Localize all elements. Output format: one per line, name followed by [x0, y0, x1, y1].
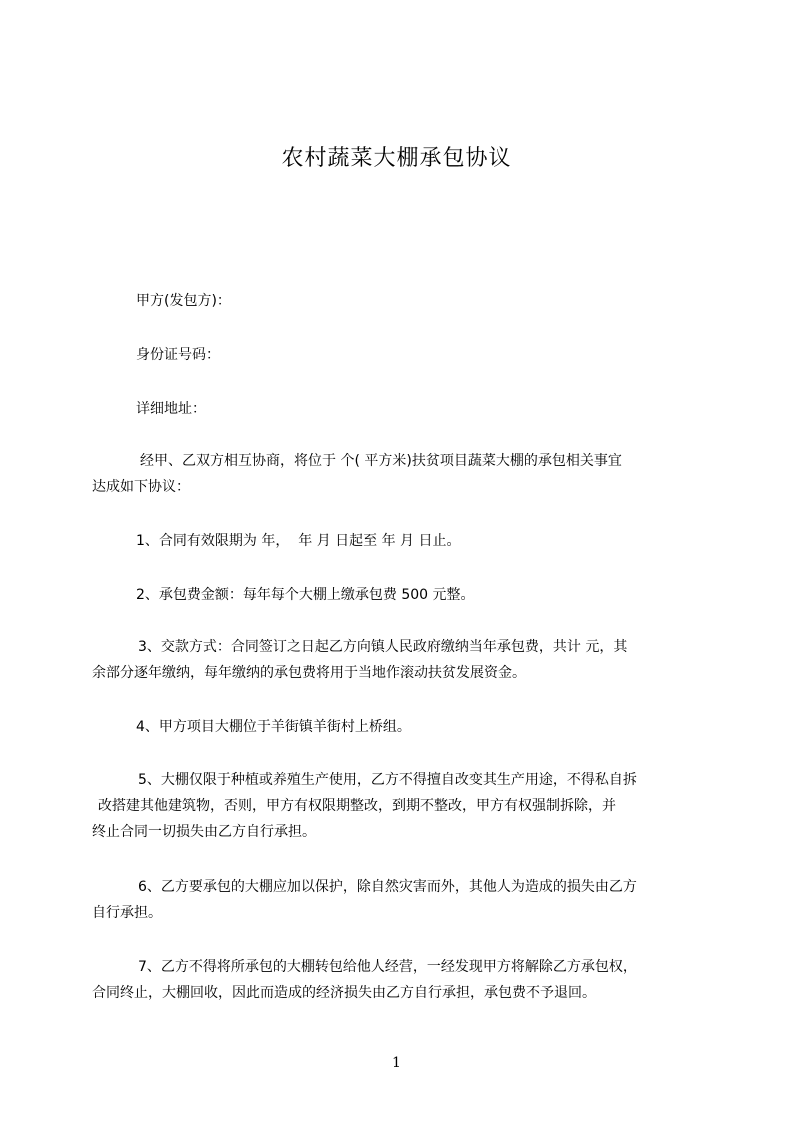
address-label: 详细地址： [136, 401, 206, 417]
id-number-line [92, 342, 706, 368]
clause-4-text: 4、甲方项目大棚位于羊街镇羊街村上桥组。 [136, 719, 411, 735]
party-a-line [92, 288, 706, 314]
clause-7 [92, 954, 706, 1006]
intro-line-2: 达成如下协议： [92, 479, 190, 495]
intro-line-1: 经甲、乙双方相互协商，将位于 个( 平方米)扶贫项目蔬菜大棚的承包相关事宜 [140, 453, 622, 469]
clause-6 [92, 874, 706, 926]
clause-5-line-3: 终止合同一切损失由乙方自行承担。 [92, 824, 316, 840]
clause-5 [92, 767, 706, 845]
clause-7-line-2: 合同终止，大棚回收，因此而造成的经济损失由乙方自行承担，承包费不予退回。 [92, 985, 596, 1001]
clause-6-line-1: 6、乙方要承包的大棚应加以保护，除自然灾害而外，其他人为造成的损失由乙方 [138, 879, 637, 895]
intro-paragraph [92, 448, 706, 500]
clause-4 [92, 714, 706, 740]
id-number-label: 身份证号码： [136, 347, 220, 363]
clause-3 [92, 634, 706, 686]
clause-2 [92, 582, 706, 608]
clause-7-line-1: 7、乙方不得将所承包的大棚转包给他人经营，一经发现甲方将解除乙方承包权， [138, 959, 637, 975]
page-number: 1 [392, 1055, 401, 1071]
clause-5-line-2: 改搭建其他建筑物，否则，甲方有权限期整改，到期不整改，甲方有权强制拆除，并 [98, 798, 616, 814]
clause-2-text: 2、承包费金额：每年每个大棚上缴承包费 500 元整。 [136, 587, 475, 603]
party-a-label: 甲方(发包方)： [136, 293, 231, 309]
clause-6-line-2: 自行承担。 [92, 905, 162, 921]
clause-3-line-1: 3、交款方式：合同签订之日起乙方向镇人民政府缴纳当年承包费，共计 元，其 [138, 639, 628, 655]
document-title: 农村蔬菜大棚承包协议 [281, 146, 512, 171]
clause-1-text: 1、合同有效限期为 年， 年 月 日起至 年 月 日止。 [136, 533, 461, 549]
clause-1 [92, 528, 706, 554]
clause-5-line-1: 5、大棚仅限于种植或养殖生产使用，乙方不得擅自改变其生产用途，不得私自拆 [138, 772, 637, 788]
clause-3-line-2: 余部分逐年缴纳，每年缴纳的承包费将用于当地作滚动扶贫发展资金。 [92, 665, 526, 681]
address-line [92, 396, 706, 422]
